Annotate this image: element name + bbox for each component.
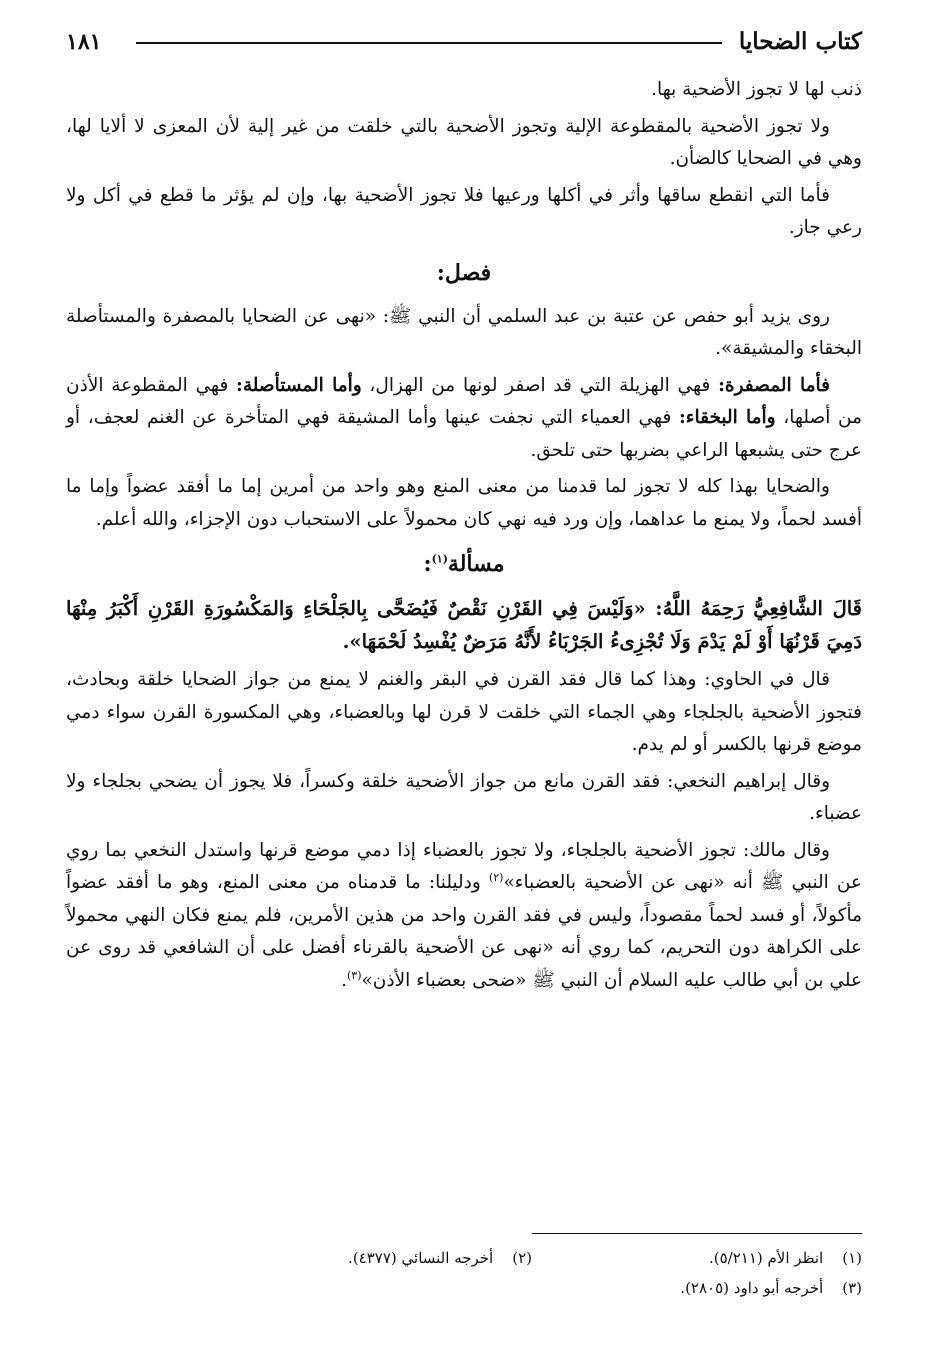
footnote-row — [66, 1243, 862, 1273]
paragraph: فأما التي انقطع ساقها وأثر في أكلها ورعيها فلا تجوز الأضحية بها، وإن لم يؤثر ما قطع في أكل ولا رعي جاز. — [66, 184, 862, 238]
shafii-quote: قَالَ الشَّافِعِيُّ رَحِمَهُ اللَّهُ: «وَلَيْسَ فِي القَرْنِ نَقْصٌ فَيُضَحَّى بِالجَلْحَاءِ وَالمَكْسُورَةِ القَرْنِ أَكْبَرُ مِنْهَا دَمِيَ قَرْنُهَا أَوْ لَمْ يَدْمَ وَلَا تُجْزِىءُ الجَرْبَاءُ لأَنَّهُ مَرَضٌ يُفْسِدُ لَحْمَهَا». — [66, 597, 862, 653]
paragraph: وقال إبراهيم النخعي: فقد القرن مانع من جواز الأضحية خلقة وكسراً، فلا يجوز أن يضحي بجلجاء ولا عضباء. — [66, 770, 862, 824]
footnote-text: انظر الأم (٥/٢١١). — [708, 1249, 824, 1267]
term-text: فهي المقطوعة الأذن من أصلها، — [66, 374, 862, 428]
footnote-item — [348, 1243, 532, 1273]
footnote-ref: (١) — [431, 552, 448, 566]
page-header — [66, 24, 862, 64]
term-text: فهي الهزيلة التي قد اصفر لونها من الهزال، — [361, 374, 719, 396]
paragraph: قال في الحاوي: وهذا كما قال فقد القرن في البقر والغنم لا يمنع من جواز الضحايا خلقة وبحادث، فتجوز الأضحية بالجلجاء وهي الجماء التي خلقت لا قرن لها وبالعضباء، وهي المكسورة القرن سواء دمي موضع قرنها بالكسر أو لم يدم. — [66, 669, 862, 755]
footnote-item — [709, 1243, 862, 1273]
section-heading-masala — [66, 546, 862, 582]
page-body — [66, 74, 862, 1001]
paragraph: ذنب لها لا تجوز الأضحية بها. — [651, 79, 862, 100]
paragraph: والضحايا بهذا كله لا تجوز لما قدمنا من معنى المنع وهو واحد من أمرين إما ما أفقد عضواً وإما ما أفسد لحماً، ولا يمنع ما عداهما، وإن ورد فيه نهي كان محمولاً على الاستحباب دون الإجزاء، والله أعلم. — [66, 476, 862, 530]
header-rule — [136, 42, 722, 44]
chapter-title: كتاب الضحايا — [738, 28, 862, 55]
paragraph: ولا تجوز الأضحية بالمقطوعة الإلية وتجوز الأضحية بالتي خلقت من غير إلية لأن المعزى لا ألايا لها، وهي في الضحايا كالضأن. — [66, 115, 862, 169]
paragraph-text: ودليلنا: ما قدمناه من معنى المنع، وهو ما أفقد عضواً مأكولاً، أو فسد لحماً مقصوداً، وليس في فقد القرن واحد من هذين الأمرين، فلم يمنع فكان النهي محمولاً على الكراهة دون التحريم، كما روي أنه «نهى عن الأضحية بالقرناء أفضل على أن الشافعي قد روى عن علي بن أبي طالب عليه السلام أن النبي ﷺ «ضحى بعضباء الأذن» — [66, 872, 862, 991]
footnote-row — [66, 1273, 862, 1303]
masala-heading-colon: : — [423, 551, 432, 577]
footnote-text: أخرجه أبو داود (٢٨٠٥). — [680, 1279, 824, 1297]
footnote-number: (٢) — [512, 1249, 532, 1267]
page-number: ١٨١ — [66, 29, 102, 55]
paragraph: روى يزيد أبو حفص عن عتبة بن عبد السلمي أن النبي ﷺ: «نهى عن الضحايا بالمصفرة والمستأصلة البخقاء والمشيقة». — [66, 305, 862, 359]
footnotes — [66, 1243, 862, 1303]
paragraph-definitions — [66, 370, 862, 468]
term-label: وأما المستأصلة: — [236, 374, 362, 396]
term-text: فهي العمياء التي نجفت عينها وأما المشيقة فهي المتأخرة عن الغنم لعجف، أو عرج حتى يشبعها الراعي بضربها حتى تلحق. — [66, 407, 862, 461]
section-heading-fasl: فصل: — [436, 259, 492, 286]
masala-heading-text: مسألة — [447, 551, 505, 577]
footnote-item — [680, 1273, 862, 1303]
footnote-text: أخرجه النسائي (٤٣٧٧). — [348, 1249, 494, 1267]
paragraph-text: وقال مالك: تجوز الأضحية بالجلجاء، ولا تجوز بالعضباء إذا دمي موضع قرنها واستدل النخعي بما روي عن النبي ﷺ أنه «نهى عن الأضحية بالعضباء» — [66, 839, 862, 893]
footnote-ref: (٣) — [346, 968, 362, 982]
footnote-number: (٣) — [842, 1279, 862, 1297]
footnote-ref: (٢) — [488, 870, 504, 884]
paragraph — [66, 835, 862, 998]
term-label: وأما البخقاء: — [678, 407, 776, 428]
footnote-number: (١) — [842, 1249, 862, 1267]
footnote-rule — [532, 1233, 862, 1234]
book-page — [66, 0, 862, 1372]
term-label: فأما المصفرة: — [718, 374, 830, 396]
paragraph-text: . — [341, 969, 347, 991]
